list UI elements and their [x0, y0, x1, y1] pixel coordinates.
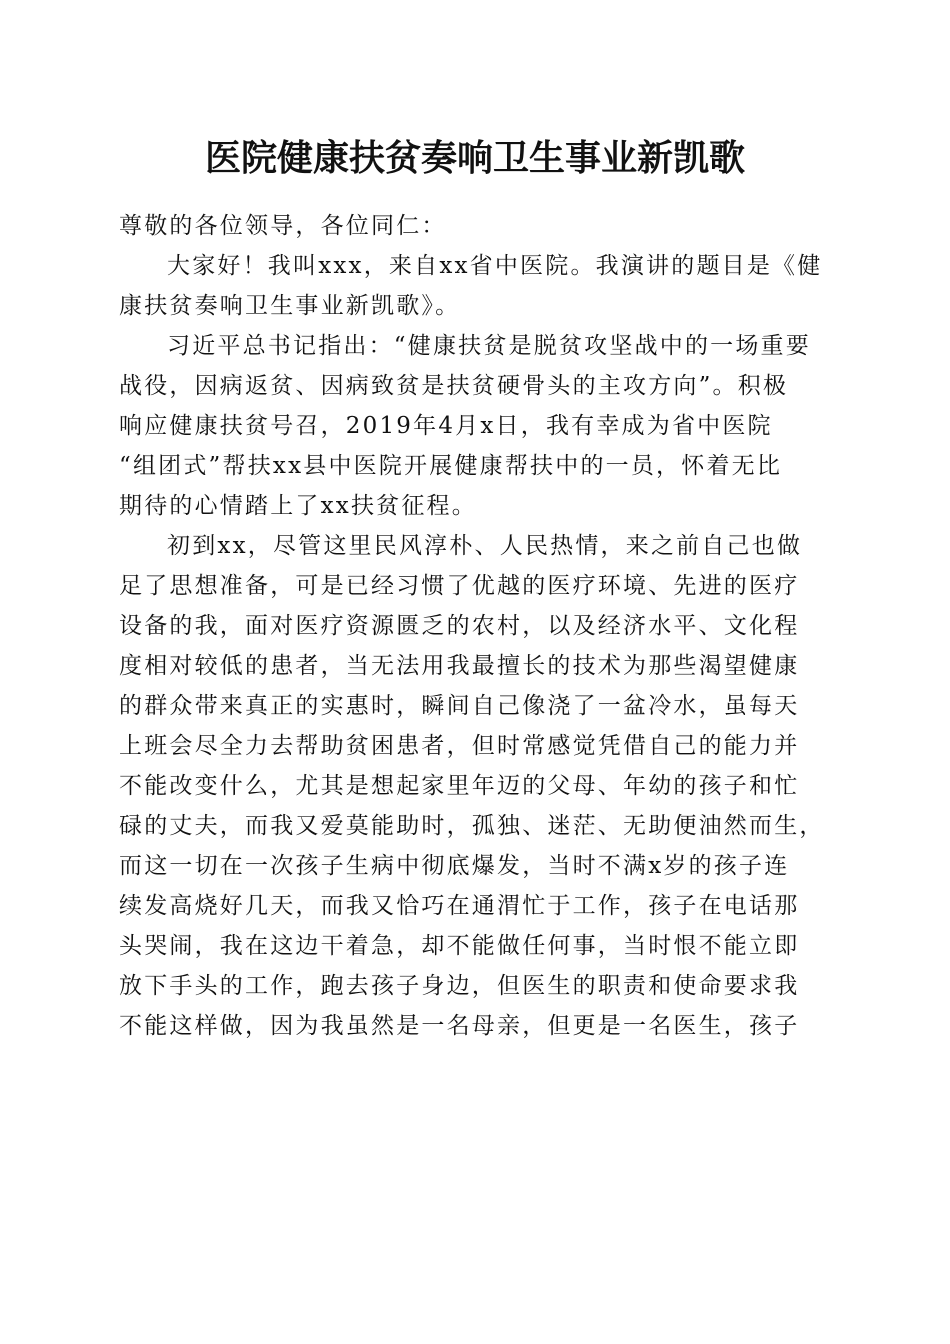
- paragraph-3: [119, 526, 829, 1046]
- paragraph-line: 习近平总书记指出：“健康扶贫是脱贫攻坚战中的一场重要: [167, 333, 811, 359]
- paragraph-line: 期待的心情踏上了xx扶贫征程。: [119, 493, 477, 519]
- salutation: 尊敬的各位领导，各位同仁：: [119, 213, 447, 239]
- paragraph-line: 的群众带来真正的实惠时，瞬间自己像浇了一盆冷水，虽每天: [119, 693, 800, 719]
- paragraph-line: 大家好！我叫xxx，来自xx省中医院。我演讲的题目是《健: [167, 253, 823, 279]
- paragraph-2: [119, 326, 829, 526]
- paragraph-line: 头哭闹，我在这边干着急，却不能做任何事，当时恨不能立即: [119, 933, 800, 959]
- paragraph-line: 碌的丈夫，而我又爱莫能助时，孤独、迷茫、无助便油然而生，: [119, 813, 825, 839]
- paragraph-line: “组团式”帮扶xx县中医院开展健康帮扶中的一员，怀着无比: [119, 453, 783, 479]
- paragraph-line: 不能改变什么，尤其是想起家里年迈的父母、年幼的孩子和忙: [119, 773, 800, 799]
- paragraph-line: 不能这样做，因为我虽然是一名母亲，但更是一名医生，孩子: [119, 1013, 800, 1039]
- paragraph-line: 足了思想准备，可是已经习惯了优越的医疗环境、先进的医疗: [119, 573, 800, 599]
- paragraph-line: 续发高烧好几天，而我又恰巧在通渭忙于工作，孩子在电话那: [119, 893, 800, 919]
- paragraph-line: 战役，因病返贫、因病致贫是扶贫硬骨头的主攻方向”。积极: [119, 373, 789, 399]
- paragraph-line: 设备的我，面对医疗资源匮乏的农村，以及经济水平、文化程: [119, 613, 800, 639]
- paragraph-line: 上班会尽全力去帮助贫困患者，但时常感觉凭借自己的能力并: [119, 733, 800, 759]
- paragraph-1: [119, 246, 829, 326]
- paragraph-line: 而这一切在一次孩子生病中彻底爆发，当时不满x岁的孩子连: [119, 853, 790, 879]
- paragraph-line: 康扶贫奏响卫生事业新凯歌》。: [119, 293, 461, 319]
- paragraph-line: 响应健康扶贫号召，2019年4月x日，我有幸成为省中医院: [119, 413, 773, 439]
- paragraph-line: 放下手头的工作，跑去孩子身边，但医生的职责和使命要求我: [119, 973, 800, 999]
- document-title: 医院健康扶贫奏响卫生事业新凯歌: [204, 137, 745, 179]
- document-body: [119, 206, 829, 1046]
- paragraph-line: 度相对较低的患者，当无法用我最擅长的技术为那些渴望健康: [119, 653, 800, 679]
- paragraph-line: 初到xx，尽管这里民风淳朴、人民热情，来之前自己也做: [167, 533, 803, 559]
